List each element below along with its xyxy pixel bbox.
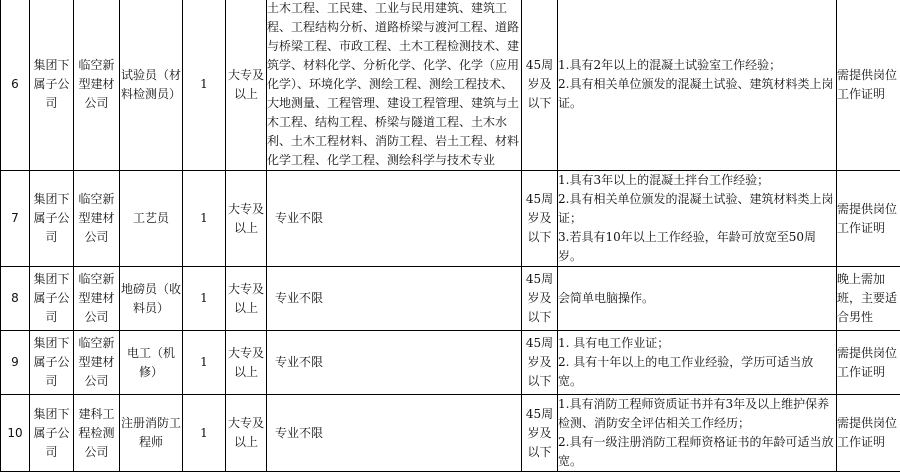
- unit-cell: 集团下属子公司: [30, 267, 74, 331]
- requirements-cell: 会简单电脑操作。: [558, 267, 837, 331]
- requirements-cell: 1. 具有电工作业证； 2. 具有十年以上的电工作业经验，学历可适当放宽。: [558, 331, 837, 395]
- position-cell: 地磅员（收料员）: [120, 267, 183, 331]
- position-cell: 电工（机修）: [120, 331, 183, 395]
- row-number: 9: [1, 331, 30, 395]
- note-cell: 需提供岗位工作证明: [837, 331, 900, 395]
- education-cell: 大专及以上: [226, 267, 267, 331]
- age-cell: 45周岁及以下: [522, 331, 558, 395]
- age-cell: 45周岁及以下: [522, 267, 558, 331]
- company-cell: 临空新型建材公司: [74, 331, 120, 395]
- position-cell: 试验员（材料检测员）: [120, 0, 183, 171]
- table-row: [1, 171, 900, 267]
- major-cell: 土木工程、工民建、工业与民用建筑、建筑工程、工程结构分析、道路桥梁与渡河工程、道路与桥梁工程、市政工程、土木工程检测技术、建筑学、材料化学、分析化学、化学、化学（应用化学）、环境化学、测绘工程、测绘工程技术、大地测量、工程管理、建设工程管理、建筑与土木工程、结构工程、桥梁与隧道工程、土木水利、土木工程材料、消防工程、岩土工程、材料化学工程、化学工程、测绘科学与技术专业: [267, 0, 522, 171]
- company-cell: 建科工程检测公司: [74, 395, 120, 472]
- count-cell: 1: [183, 331, 226, 395]
- requirements-cell: 1.具有3年以上的混凝土拌台工作经验； 2.具有相关单位颁发的混凝土试验、建筑材料类上岗证； 3.若具有10年以上工作经验，年龄可放宽至50周岁。: [558, 171, 837, 267]
- education-cell: 大专及以上: [226, 331, 267, 395]
- age-cell: 45周岁及以下: [522, 395, 558, 472]
- education-cell: 大专及以上: [226, 395, 267, 472]
- education-cell: 大专及以上: [226, 0, 267, 171]
- table-row: [1, 395, 900, 472]
- count-cell: 1: [183, 0, 226, 171]
- major-cell: 专业不限: [267, 331, 522, 395]
- unit-cell: 集团下属子公司: [30, 395, 74, 472]
- note-cell: 需提供岗位工作证明: [837, 395, 900, 472]
- row-number: 7: [1, 171, 30, 267]
- education-cell: 大专及以上: [226, 171, 267, 267]
- requirements-cell: 1.具有消防工程师资质证书并有3年及以上维护保养检测、消防安全评估相关工作经历； 2.具有一级注册消防工程师资格证书的年龄可适当放宽。: [558, 395, 837, 472]
- note-cell: 需提供岗位工作证明: [837, 0, 900, 171]
- note-cell: 晚上需加班，主要适合男性: [837, 267, 900, 331]
- age-cell: 45周岁及以下: [522, 171, 558, 267]
- unit-cell: 集团下属子公司: [30, 0, 74, 171]
- count-cell: 1: [183, 171, 226, 267]
- row-number: 10: [1, 395, 30, 472]
- position-cell: 注册消防工程师: [120, 395, 183, 472]
- major-cell: 专业不限: [267, 267, 522, 331]
- major-cell: 专业不限: [267, 171, 522, 267]
- table-row: [1, 0, 900, 171]
- table-row: [1, 331, 900, 395]
- unit-cell: 集团下属子公司: [30, 331, 74, 395]
- row-number: 8: [1, 267, 30, 331]
- table-row: [1, 267, 900, 331]
- company-cell: 临空新型建材公司: [74, 267, 120, 331]
- row-number: 6: [1, 0, 30, 171]
- age-cell: 45周岁及以下: [522, 0, 558, 171]
- company-cell: 临空新型建材公司: [74, 0, 120, 171]
- note-cell: 需提供岗位工作证明: [837, 171, 900, 267]
- count-cell: 1: [183, 267, 226, 331]
- major-cell: 专业不限: [267, 395, 522, 472]
- requirements-cell: 1.具有2年以上的混凝土试验室工作经验； 2.具有相关单位颁发的混凝土试验、建筑材料类上岗证。: [558, 0, 837, 171]
- company-cell: 临空新型建材公司: [74, 171, 120, 267]
- unit-cell: 集团下属子公司: [30, 171, 74, 267]
- count-cell: 1: [183, 395, 226, 472]
- position-cell: 工艺员: [120, 171, 183, 267]
